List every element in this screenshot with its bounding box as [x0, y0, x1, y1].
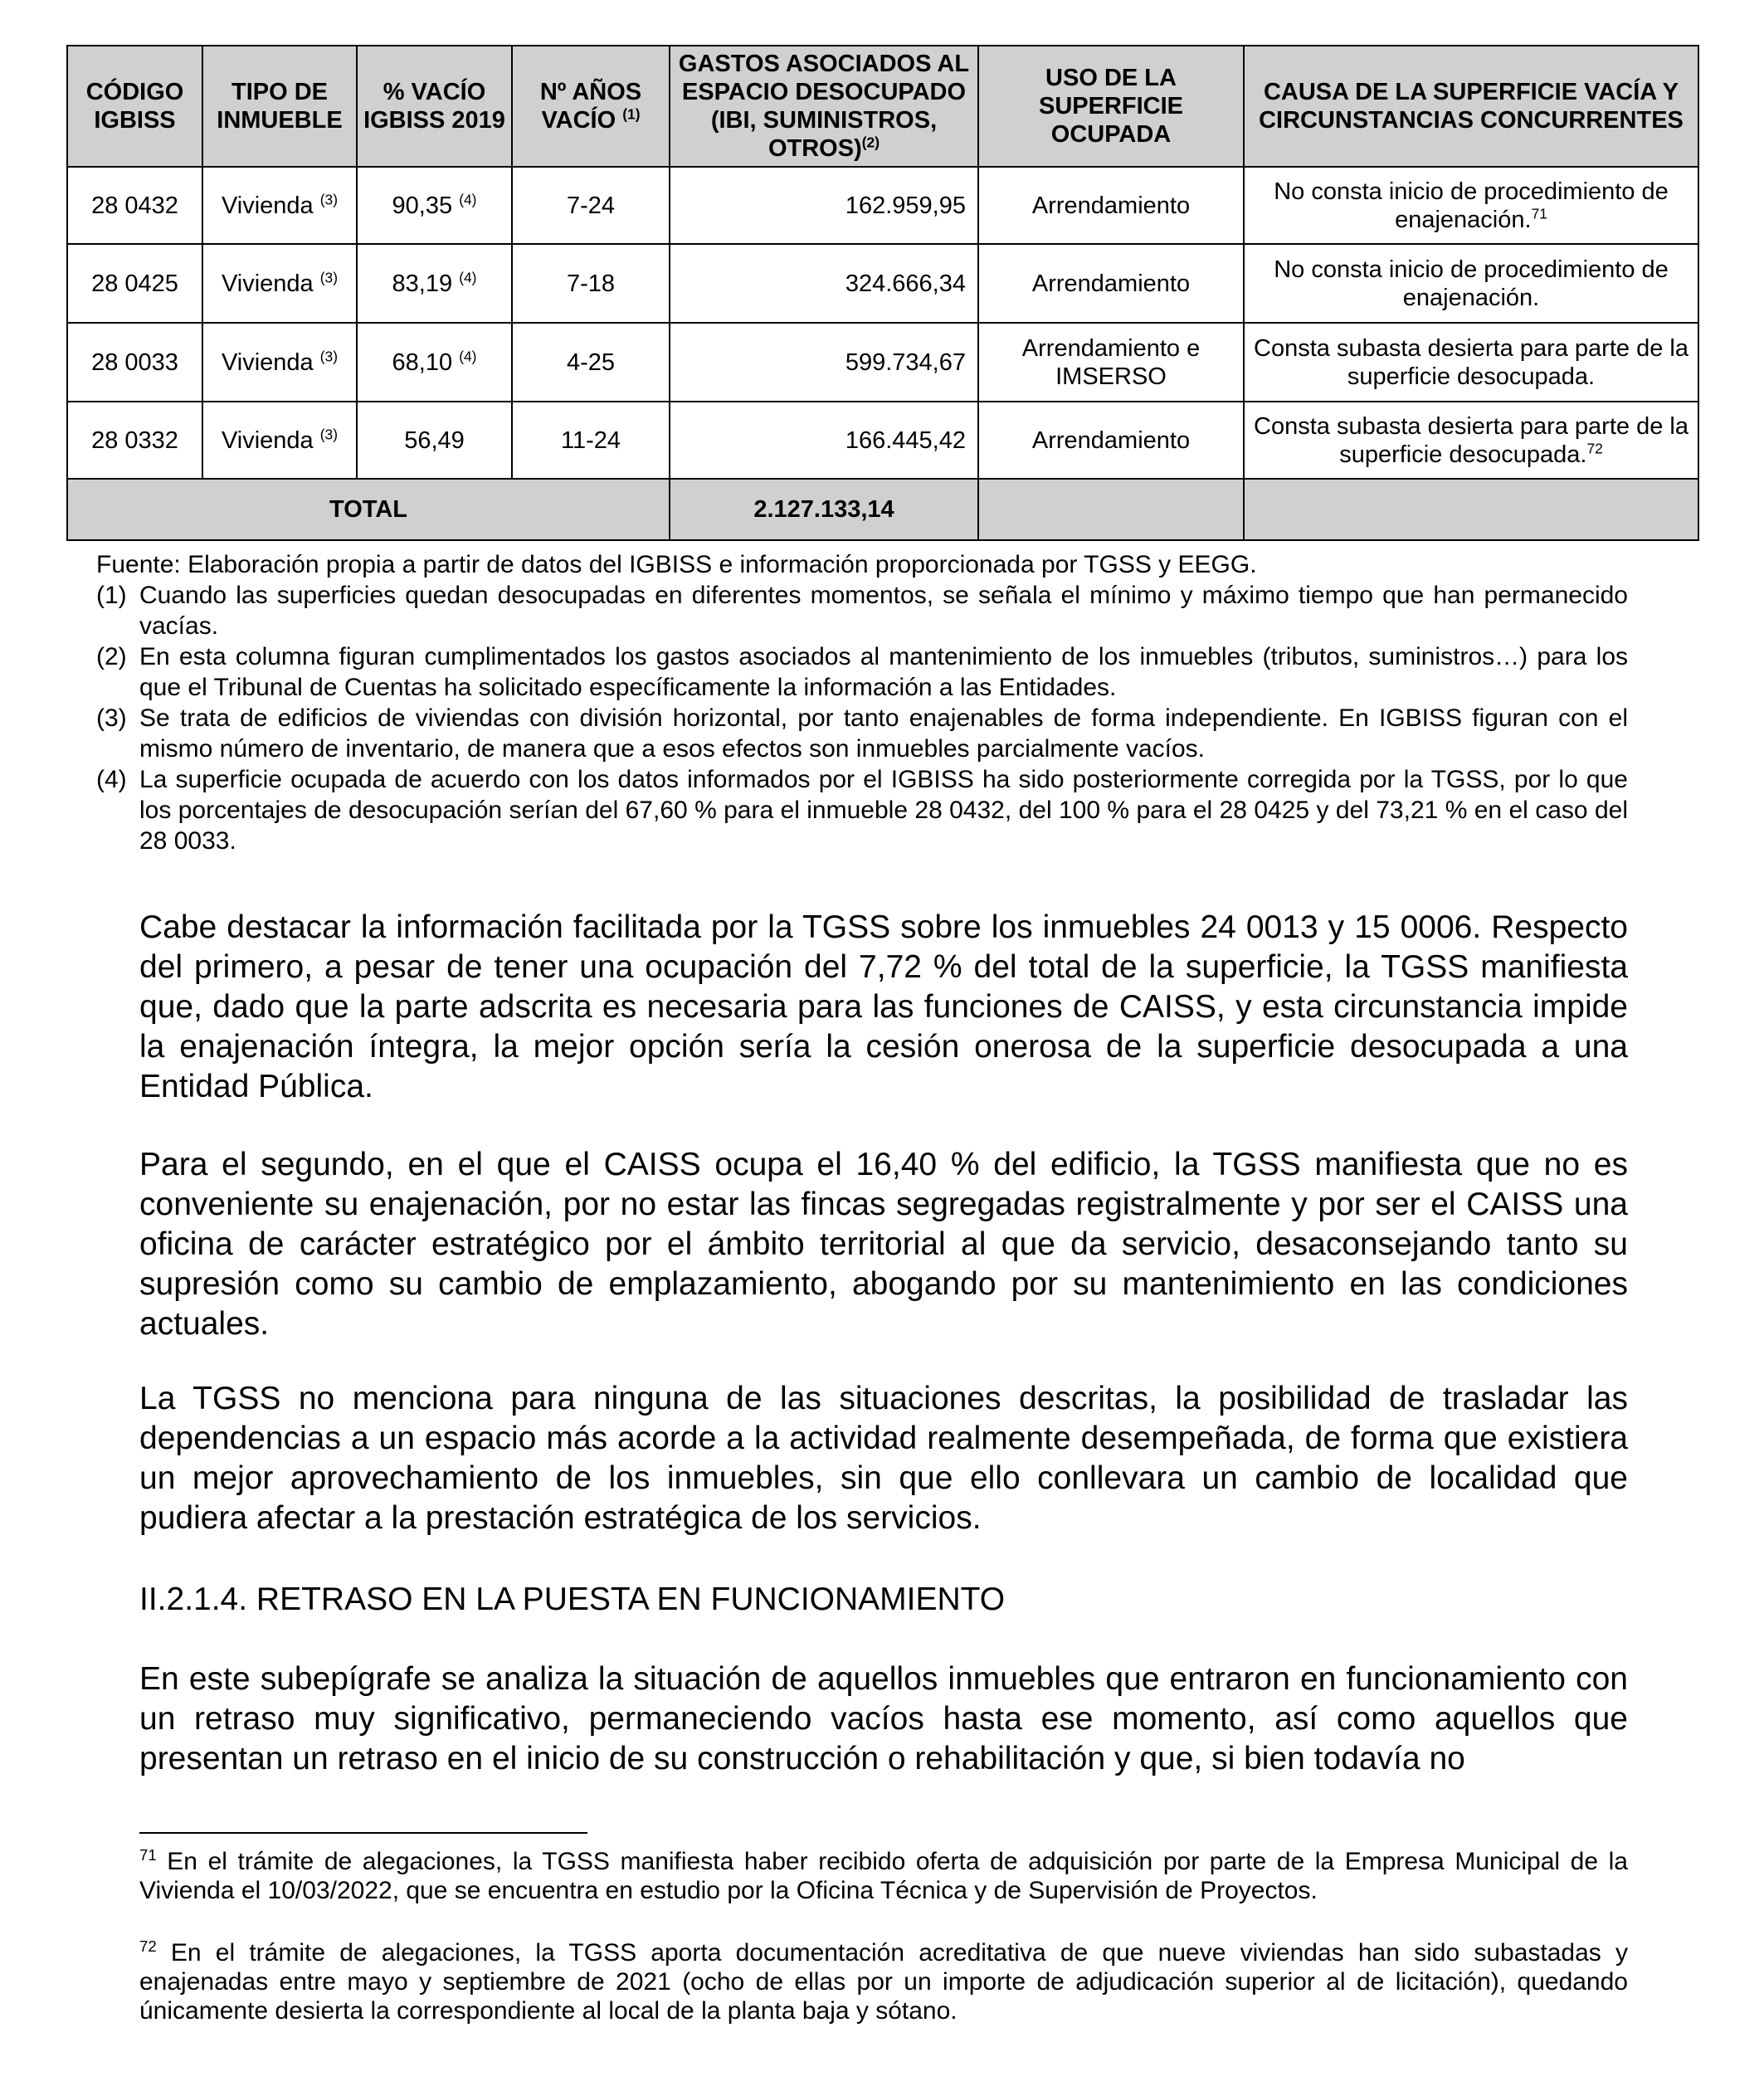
note-key: (4): [96, 766, 127, 793]
cell-gastos: 599.734,67: [670, 323, 978, 402]
cell-causa-text: No consta inicio de procedimiento de enajenación.: [1274, 178, 1669, 233]
cell-uso: Arrendamiento: [978, 402, 1244, 479]
total-empty-cell: [1244, 479, 1698, 540]
cell-causa-text: No consta inicio de procedimiento de enajenación.: [1274, 256, 1669, 311]
total-value: 2.127.133,14: [670, 479, 978, 540]
header-causa: CAUSA DE LA SUPERFICIE VACÍA Y CIRCUNSTANCIAS CONCURRENTES: [1244, 46, 1698, 167]
table-row: [67, 323, 1698, 402]
cell-tipo: [202, 244, 357, 323]
note-text: En esta columna figuran cumplimentados los gastos asociados al mantenimiento de los inmuebles (tributos, suministros…) para los que el Tribunal de Cuentas ha solicitado específicamente la información a las Entidades.: [139, 643, 1628, 701]
header-gastos-text: GASTOS ASOCIADOS AL ESPACIO DESOCUPADO (IBI, SUMINISTROS, OTROS): [678, 51, 970, 162]
total-label: TOTAL: [67, 479, 670, 540]
footnote-71: [139, 1847, 1628, 1905]
note-text: Se trata de edificios de viviendas con división horizontal, por tanto enajenables de forma independiente. En IGBISS figuran con el mismo número de inventario, de manera que a esos efectos son inmuebles parcialmente vacíos.: [139, 704, 1628, 763]
table-row: [67, 402, 1698, 479]
header-anos-note: (1): [622, 105, 641, 123]
note-text: La superficie ocupada de acuerdo con los datos informados por el IGBISS ha sido posteriormente corregida por la TGSS, por lo que los porcentajes de desocupación serían del 67,60 % para el inmueble 28 0432, del 100 % para el 28 0425 y del 73,21 % en el caso del 28 0033.: [139, 766, 1628, 855]
cell-tipo: [202, 167, 357, 244]
cell-anos: 7-18: [512, 244, 670, 323]
table-header-row: [67, 46, 1698, 167]
total-empty-cell: [978, 479, 1244, 540]
body-paragraph-2: Para el segundo, en el que el CAISS ocupa el 16,40 % del edificio, la TGSS manifiesta que no es conveniente su enajenación, por no estar las fincas segregadas registralmente y por ser el CAISS una oficina de carácter estratégico por el ámbito territorial al que da servicio, desaconsejando tanto su supresión como su cambio de emplazamiento, abogando por su mantenimiento en las condiciones actuales.: [139, 1147, 1628, 1342]
cell-vacio-text: 68,10: [392, 348, 453, 376]
header-tipo: TIPO DE INMUEBLE: [202, 46, 357, 167]
cell-causa-text: Consta subasta desierta para parte de la superficie desocupada.: [1254, 334, 1688, 390]
header-codigo: CÓDIGO IGBISS: [67, 46, 202, 167]
footnote-number: 72: [139, 1937, 157, 1955]
cell-tipo-text: Vivienda: [221, 348, 314, 376]
table-note: [96, 641, 1628, 703]
note-key: (3): [96, 704, 127, 732]
footnote-text: En el trámite de alegaciones, la TGSS aporta documentación acreditativa de que nueve viviendas han sido subastadas y enajenadas entre mayo y septiembre de 2021 (ocho de ellas por un importe de adjudicación superior al de licitación), quedando únicamente desierta la correspondiente al local de la planta baja y sótano.: [139, 1939, 1628, 2025]
cell-codigo: 28 0432: [67, 167, 202, 244]
cell-causa-text: Consta subasta desierta para parte de la superficie desocupada.: [1254, 412, 1688, 468]
cell-vacio: [357, 323, 512, 402]
cell-anos: 7-24: [512, 167, 670, 244]
cell-codigo: 28 0332: [67, 402, 202, 479]
table-note: [96, 703, 1628, 764]
note-key: (2): [96, 643, 127, 670]
body-paragraph-3: La TGSS no menciona para ninguna de las situaciones descritas, la posibilidad de trasladar las dependencias a un espacio más acorde a la actividad realmente desempeñada, de forma que existiera un mejor aprovechamiento de los inmuebles, sin que ello conllevara un cambio de localidad que pudiera afectar a la prestación estratégica de los servicios.: [139, 1381, 1628, 1536]
cell-causa-note: 72: [1586, 439, 1603, 456]
footnote-72: [139, 1938, 1628, 2025]
cell-codigo: 28 0425: [67, 244, 202, 323]
table-note: [96, 764, 1628, 856]
cell-codigo: 28 0033: [67, 323, 202, 402]
cell-anos: 11-24: [512, 402, 670, 479]
cell-vacio-text: 56,49: [404, 426, 465, 454]
note-text: Cuando las superficies quedan desocupadas en diferentes momentos, se señala el mínimo y máximo tiempo que han permanecido vacías.: [139, 582, 1628, 640]
cell-causa-note: 71: [1531, 204, 1547, 222]
cell-tipo-note: (3): [319, 190, 339, 207]
cell-tipo-text: Vivienda: [221, 192, 314, 219]
table-total-row: [67, 479, 1698, 540]
table-note: [96, 580, 1628, 641]
cell-causa: [1244, 323, 1698, 402]
cell-tipo-note: (3): [319, 425, 339, 442]
cell-vacio-note: (4): [459, 347, 477, 364]
footnote-number: 71: [139, 1846, 157, 1864]
cell-anos: 4-25: [512, 323, 670, 402]
cell-tipo: [202, 402, 357, 479]
body-paragraph-4: En este subepígrafe se analiza la situación de aquellos inmuebles que entraron en funcionamiento con un retraso muy significativo, permaneciendo vacíos hasta ese momento, así como aquellos que presentan un retraso en el inicio de su construcción o rehabilitación y que, si bien todavía no: [139, 1661, 1628, 1776]
header-vacio: % VACÍO IGBISS 2019: [357, 46, 512, 167]
table-row: [67, 167, 1698, 244]
footnote-text: En el trámite de alegaciones, la TGSS manifiesta haber recibido oferta de adquisición por parte de la Empresa Municipal de la Vivienda el 10/03/2022, que se encuentra en estudio por la Oficina Técnica y de Supervisión de Proyectos.: [139, 1848, 1628, 1904]
cell-gastos: 324.666,34: [670, 244, 978, 323]
cell-uso: Arrendamiento: [978, 244, 1244, 323]
table-source: Fuente: Elaboración propia a partir de datos del IGBISS e información proporcionada por TGSS y EEGG.: [96, 551, 1257, 578]
cell-vacio: [357, 167, 512, 244]
header-anos: [512, 46, 670, 167]
cell-causa: [1244, 244, 1698, 323]
section-heading: II.2.1.4. RETRASO EN LA PUESTA EN FUNCIONAMIENTO: [139, 1581, 1006, 1617]
cell-vacio-text: 90,35: [392, 192, 453, 219]
cell-tipo-note: (3): [319, 347, 339, 364]
cell-causa: [1244, 402, 1698, 479]
table-notes: [96, 549, 1628, 856]
cell-tipo-text: Vivienda: [221, 426, 314, 454]
header-gastos: [670, 46, 978, 167]
vacant-properties-table: [66, 45, 1699, 541]
cell-gastos: 162.959,95: [670, 167, 978, 244]
header-uso: USO DE LA SUPERFICIE OCUPADA: [978, 46, 1244, 167]
footnote-separator: [139, 1832, 587, 1834]
body-paragraph-1: Cabe destacar la información facilitada por la TGSS sobre los inmuebles 24 0013 y 15 0006. Respecto del primero, a pesar de tener una ocupación del 7,72 % del total de la superficie, la TGSS manifiesta que, dado que la parte adscrita es necesaria para las funciones de CAISS, y esta circunstancia impide la enajenación íntegra, la mejor opción sería la cesión onerosa de la superficie desocupada a una Entidad Pública.: [139, 909, 1628, 1104]
cell-tipo-text: Vivienda: [221, 270, 314, 297]
cell-causa: [1244, 167, 1698, 244]
cell-vacio-note: (4): [459, 190, 477, 207]
header-gastos-note: (2): [861, 134, 880, 151]
cell-tipo: [202, 323, 357, 402]
cell-vacio: [357, 402, 512, 479]
cell-vacio-note: (4): [459, 268, 477, 285]
header-anos-text: Nº AÑOS VACÍO: [539, 79, 642, 134]
cell-vacio-text: 83,19: [392, 270, 453, 297]
cell-vacio: [357, 244, 512, 323]
note-key: (1): [96, 582, 127, 609]
cell-uso: Arrendamiento e IMSERSO: [978, 323, 1244, 402]
cell-gastos: 166.445,42: [670, 402, 978, 479]
cell-tipo-note: (3): [319, 268, 339, 285]
table-row: [67, 244, 1698, 323]
cell-uso: Arrendamiento: [978, 167, 1244, 244]
